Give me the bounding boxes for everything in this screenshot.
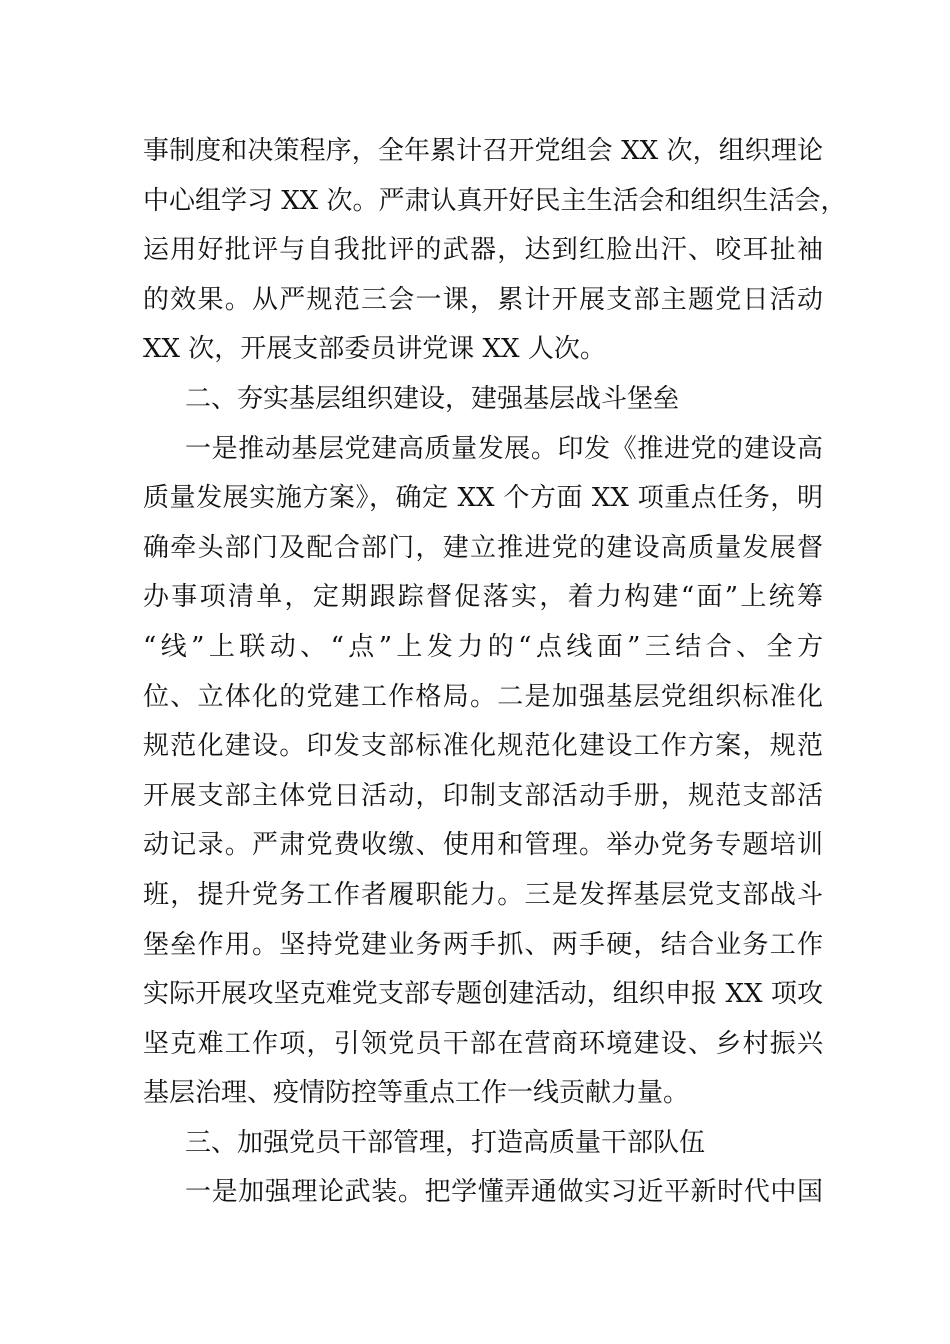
section-heading: 三、加强党员干部管理，打造高质量干部队伍	[185, 1127, 706, 1158]
text-line: 确牵头部门及配合部门，建立推进党的建设高质量发展督	[143, 532, 823, 563]
text-line: 的效果。从严规范三会一课，累计开展支部主题党日活动	[143, 284, 823, 315]
text-line: 开展支部主体党日活动，印制支部活动手册，规范支部活	[143, 780, 823, 811]
text-line: 一是推动基层党建高质量发展。印发《推进党的建设高	[185, 433, 823, 464]
text-line: “线”上联动、“点”上发力的“点线面”三结合、全方	[143, 631, 823, 662]
text-line: 位、立体化的党建工作格局。二是加强基层党组织标准化	[143, 681, 823, 712]
document-body	[143, 127, 847, 1218]
text-line: 基层治理、疫情防控等重点工作一线贡献力量。	[143, 1078, 690, 1109]
text-line: 中心组学习 XX 次。严肃认真开好民主生活会和组织生活会，	[143, 185, 847, 216]
text-line: 质量发展实施方案》，确定 XX 个方面 XX 项重点任务，明	[143, 483, 823, 514]
text-line: 班，提升党务工作者履职能力。三是发挥基层党支部战斗	[143, 879, 823, 910]
text-line: XX 次，开展支部委员讲党课 XX 人次。	[143, 334, 606, 365]
text-line: 坚克难工作项，引领党员干部在营商环境建设、乡村振兴	[143, 1028, 823, 1059]
text-line: 动记录。严肃党费收缴、使用和管理。举办党务专题培训	[143, 830, 823, 861]
text-line: 实际开展攻坚克难党支部专题创建活动，组织申报 XX 项攻	[143, 979, 823, 1010]
text-line: 堡垒作用。坚持党建业务两手抓、两手硬，结合业务工作	[143, 929, 823, 960]
text-line: 一是加强理论武装。把学懂弄通做实习近平新时代中国	[185, 1177, 823, 1208]
text-line: 事制度和决策程序，全年累计召开党组会 XX 次，组织理论	[143, 136, 823, 166]
text-line: 规范化建设。印发支部标准化规范化建设工作方案，规范	[143, 731, 823, 762]
section-heading: 二、夯实基层组织建设，建强基层战斗堡垒	[185, 383, 680, 414]
text-line: 办事项清单，定期跟踪督促落实，着力构建“面”上统筹	[143, 582, 823, 613]
text-line: 运用好批评与自我批评的武器，达到红脸出汗、咬耳扯袖	[143, 235, 823, 266]
